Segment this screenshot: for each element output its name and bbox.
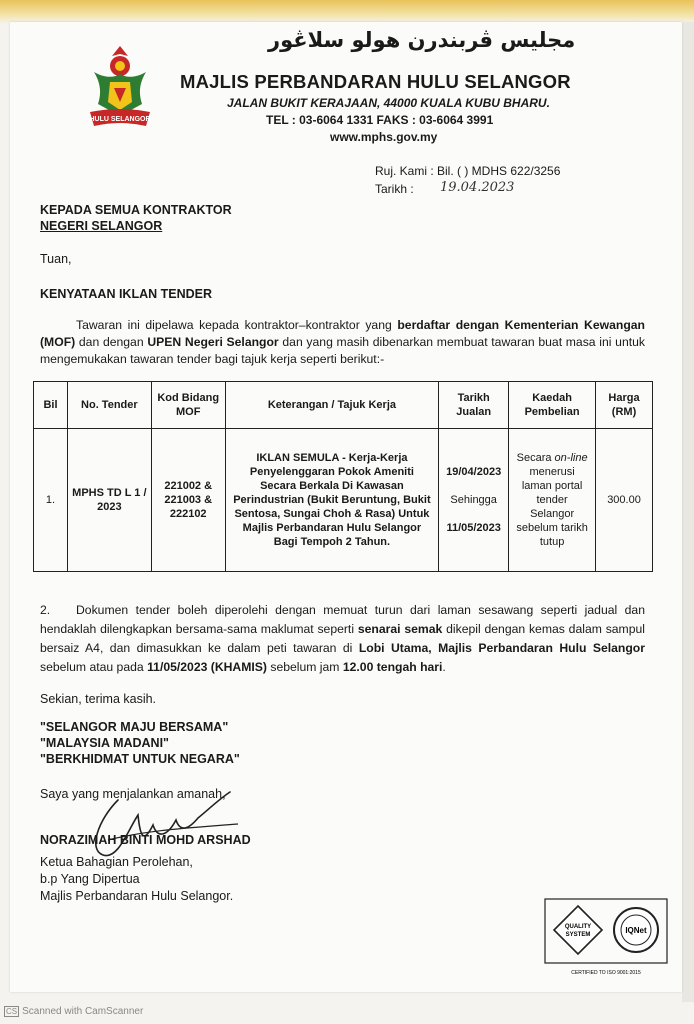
cell-sale-dates (439, 429, 509, 572)
letter-subject: KENYATAAN IKLAN TENDER (40, 287, 212, 301)
scan-top-edge (0, 0, 694, 24)
scan-right-edge (682, 22, 694, 1002)
camscanner-watermark (4, 1006, 143, 1017)
closing-trust-line: Saya yang menjalankan amanah, (40, 787, 226, 801)
para1-text-c: dan dengan (75, 335, 148, 349)
council-name: MAJLIS PERBANDARAN HULU SELANGOR (180, 71, 571, 92)
recipient-line-1: KEPADA SEMUA KONTRAKTOR (40, 203, 232, 217)
para2-location-bold: Lobi Utama, Majlis Perbandaran Hulu Selangor (358, 641, 645, 655)
para2-text-c: dikepil dengan kemas dalam sampul bersaiz A4, dan dimasukkan ke dalam peti tawaran di (40, 622, 645, 655)
cell-kod-bidang: 221002 & 221003 & 222102 (151, 429, 225, 572)
para2-checklist-bold: senarai semak (357, 622, 443, 636)
method-text-pre: Secara (516, 452, 555, 464)
col-header-tender-no: No. Tender (67, 382, 151, 429)
cell-bil: 1. (34, 429, 68, 572)
reference-number: Ruj. Kami : Bil. ( ) MDHS 622/3256 (375, 164, 561, 178)
para1-text-a: Tawaran ini dipelawa kepada kontraktor–kontraktor yang (76, 318, 398, 332)
council-address: JALAN BUKIT KERAJAAN, 44000 KUALA KUBU BHARU. (227, 96, 550, 110)
slogan-2: "MALAYSIA MADANI" (40, 736, 169, 750)
col-header-keterangan: Keterangan / Tajuk Kerja (225, 382, 439, 429)
col-header-tarikh-jualan: Tarikh Jualan (439, 382, 509, 429)
para2-text-e: sebelum atau pada (40, 660, 148, 674)
para2-text-a: Dokumen tender boleh diperolehi dengan memuat turun dari laman sesawang seperti jadual dan hendaklah dilengkapkan bersama-sama maklumat seperti (40, 603, 645, 636)
para2-text-g: sebelum jam (266, 660, 343, 674)
para2-number: 2. (40, 603, 51, 617)
signatory-title: Ketua Bahagian Perolehan, (40, 855, 193, 869)
closing-thanks: Sekian, terima kasih. (40, 692, 157, 706)
sale-end-date: 11/05/2023 (446, 522, 501, 534)
qs-text-1: QUALITY (564, 924, 592, 930)
sale-start-date: 19/04/2023 (446, 466, 502, 478)
para2-time-bold: 12.00 tengah hari (342, 660, 443, 674)
sale-until-label: Sehingga (450, 494, 497, 506)
cert-number-text: CERTIFIED TO ISO 9001:2015 (571, 970, 641, 976)
col-header-kod-bidang: Kod Bidang MOF (151, 382, 225, 429)
cell-purchase-method (509, 429, 596, 572)
para1-upen-bold: UPEN Negeri Selangor (147, 335, 279, 349)
documents-paragraph (40, 601, 645, 677)
date-label: Tarikh : (375, 182, 414, 196)
signatory-on-behalf: b.p Yang Dipertua (40, 872, 140, 886)
council-phone-fax: TEL : 03-6064 1331 FAKS : 03-6064 3991 (266, 113, 494, 127)
para1-mof-bold: berdaftar dengan Kementerian Kewangan (MOF) (40, 318, 645, 349)
method-online-italic: on-line (554, 452, 588, 464)
col-header-harga: Harga (RM) (596, 382, 653, 429)
table-header-row (34, 382, 653, 429)
para2-deadline-bold: 11/05/2023 (KHAMIS) (147, 660, 267, 674)
para2-text-end: . (442, 660, 446, 674)
signatory-organisation: Majlis Perbandaran Hulu Selangor. (40, 889, 234, 903)
cell-tender-no: MPHS TD L 1 / 2023 (67, 429, 151, 572)
quality-certification-logos (544, 898, 668, 984)
recipient-line-2: NEGERI SELANGOR (40, 219, 163, 233)
council-crest-logo (80, 42, 160, 136)
camscanner-text: Scanned with CamScanner (22, 1006, 144, 1018)
col-header-bil: Bil (34, 382, 68, 429)
camscanner-badge: CS (6, 1007, 18, 1016)
slogan-3: "BERKHIDMAT UNTUK NEGARA" (40, 752, 240, 766)
invitation-paragraph (40, 317, 645, 368)
logo-banner-text: HULU SELANGOR (89, 116, 151, 123)
council-website: www.mphs.gov.my (330, 130, 438, 144)
jawi-council-name: مجليس ڤربندرن هولو سلاڠور (268, 28, 576, 52)
tender-table (33, 381, 653, 572)
para1-text-e: dan yang masih dibenarkan membuat tawaran buat masa ini untuk mengemukakan tawaran tender bagi tajuk kerja seperti berikut:- (40, 335, 645, 366)
signatory-name: NORAZIMAH BINTI MOHD ARSHAD (40, 833, 251, 847)
slogan-1: "SELANGOR MAJU BERSAMA" (40, 720, 229, 734)
date-value-handwritten: 19.04.2023 (440, 180, 515, 195)
iqnet-text: IQNet (625, 926, 647, 935)
cell-price: 300.00 (596, 429, 653, 572)
col-header-kaedah: Kaedah Pembelian (509, 382, 596, 429)
qs-text-2: SYSTEM (565, 932, 591, 938)
table-row (34, 429, 653, 572)
cell-description: IKLAN SEMULA - Kerja-Kerja Penyelenggaran Pokok Ameniti Secara Berkala Di Kawasan Perindustrian (Bukit Beruntung, Bukit Sentosa, Sungai Choh & Rasa) Untuk Majlis Perbandaran Hulu Selangor Bagi Tempoh 2 Tahun. (225, 429, 439, 572)
salutation: Tuan, (40, 252, 72, 266)
method-text-post: menerusi laman portal tender Selangor sebelum tarikh tutup (516, 466, 588, 548)
